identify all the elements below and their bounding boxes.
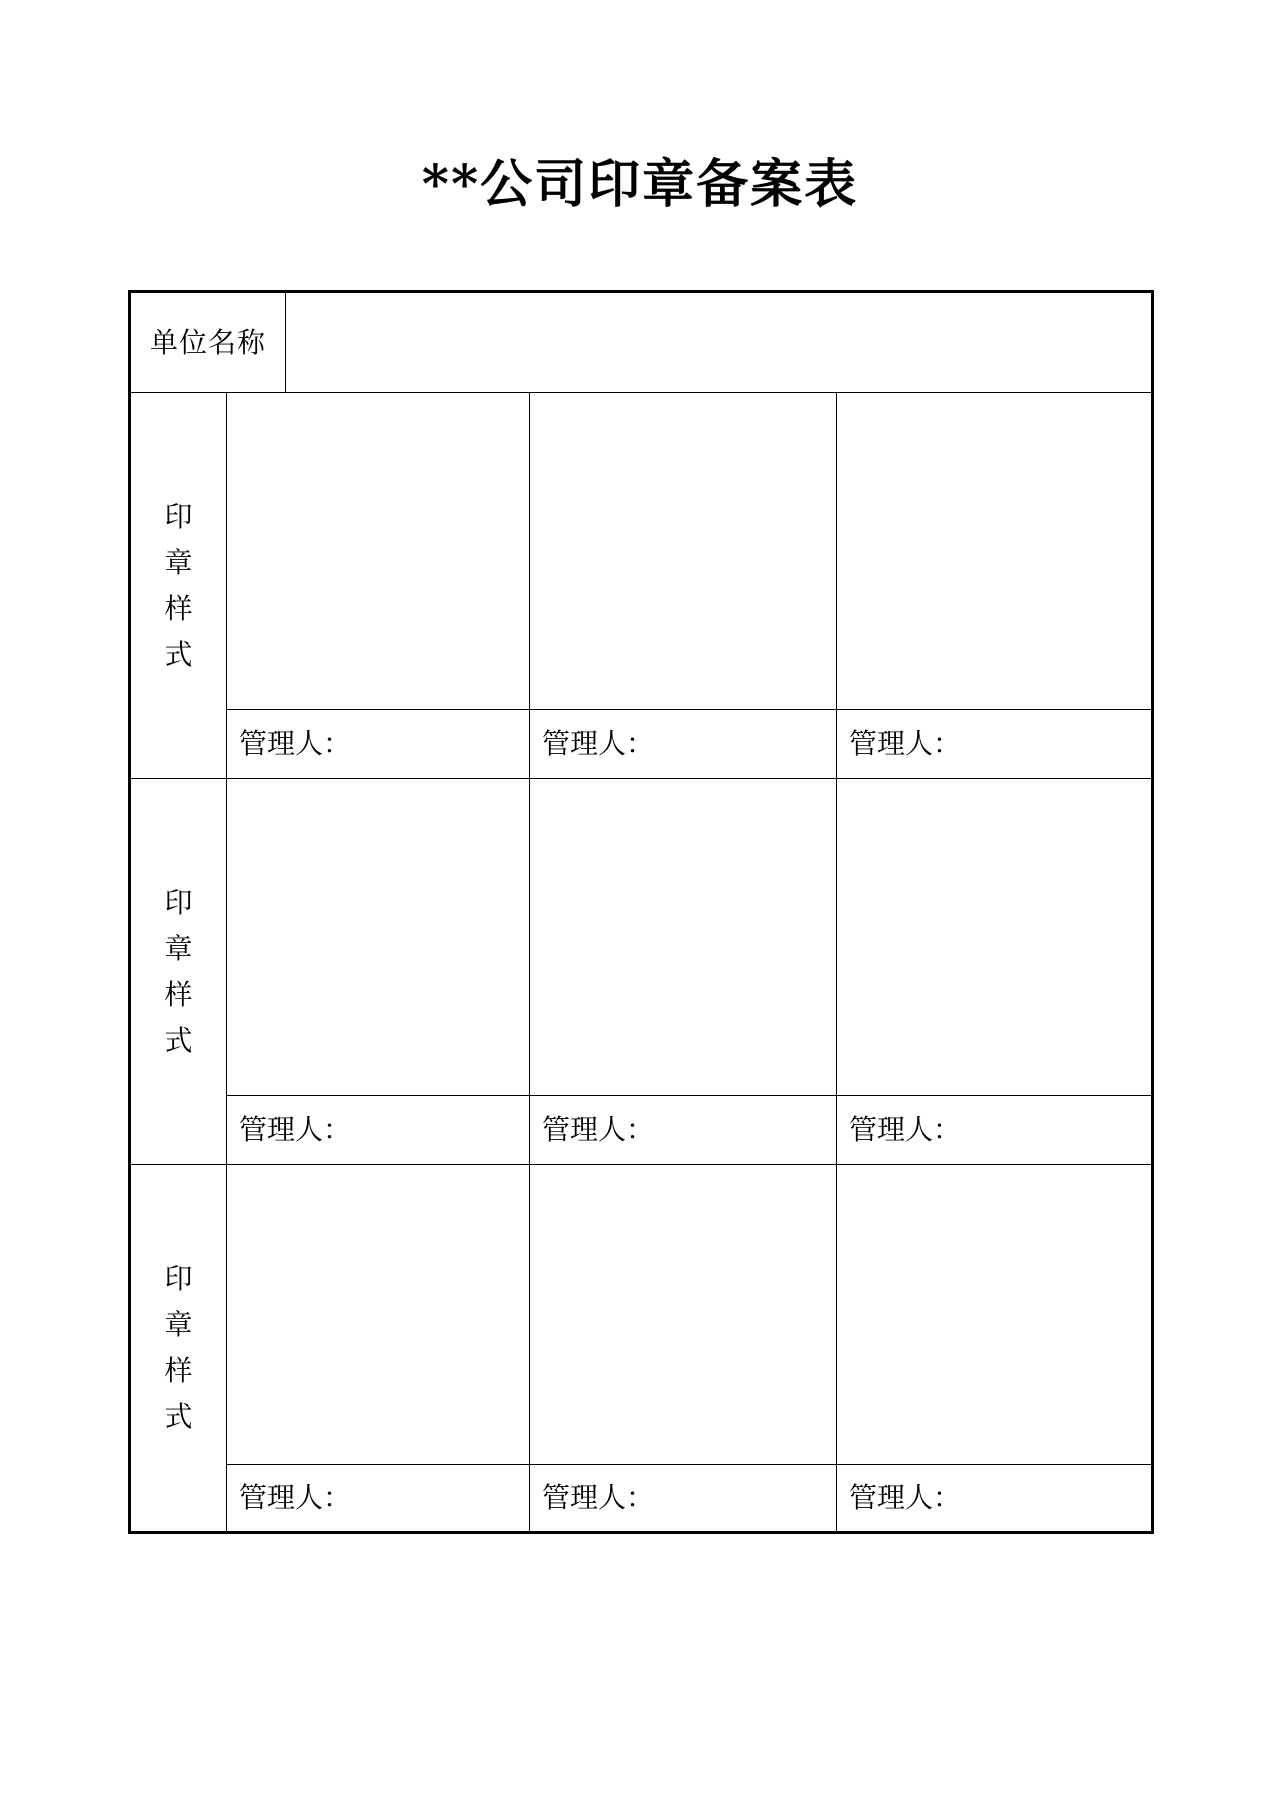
manager-field[interactable]: 管理人： bbox=[849, 727, 962, 760]
seal-style-label-char: 印 bbox=[164, 885, 193, 919]
seal-style-label bbox=[131, 393, 227, 778]
manager-field[interactable]: 管理人： bbox=[849, 1113, 962, 1146]
manager-field[interactable]: 管理人： bbox=[849, 1481, 962, 1514]
unit-name-label: 单位名称 bbox=[131, 293, 286, 392]
seal-style-label bbox=[131, 1165, 227, 1531]
manager-field[interactable]: 管理人： bbox=[227, 1096, 530, 1164]
seal-impression-box[interactable] bbox=[837, 393, 1151, 710]
seal-style-label-char: 式 bbox=[164, 1023, 193, 1057]
manager-field[interactable]: 管理人： bbox=[530, 710, 837, 778]
seal-impression-box[interactable] bbox=[530, 1165, 837, 1465]
seal-group-3 bbox=[131, 1165, 1151, 1531]
seal-impression-box[interactable] bbox=[530, 393, 837, 710]
form-title: **公司印章备案表 bbox=[421, 154, 859, 215]
seal-group-2 bbox=[131, 779, 1151, 1165]
seal-style-label bbox=[131, 779, 227, 1164]
manager-field[interactable]: 管理人： bbox=[227, 710, 530, 778]
seal-style-label-char: 章 bbox=[164, 545, 193, 579]
unit-name-field[interactable] bbox=[286, 293, 1146, 392]
seal-impression-box[interactable] bbox=[837, 1165, 1151, 1465]
seal-style-label-char: 样 bbox=[164, 977, 193, 1011]
seal-impression-box[interactable] bbox=[227, 1165, 530, 1465]
seal-style-label-char: 章 bbox=[164, 1308, 193, 1341]
seal-style-label-char: 式 bbox=[164, 1400, 193, 1433]
manager-field[interactable]: 管理人： bbox=[530, 1096, 837, 1164]
seal-record-form bbox=[128, 290, 1154, 1534]
seal-impression-box[interactable] bbox=[837, 779, 1151, 1096]
manager-field[interactable]: 管理人： bbox=[227, 1465, 530, 1531]
unit-name-row bbox=[131, 293, 1151, 393]
seal-style-label-char: 印 bbox=[164, 499, 193, 533]
seal-style-label-char: 印 bbox=[164, 1262, 193, 1295]
seal-style-label-char: 样 bbox=[164, 1354, 193, 1387]
seal-group-1 bbox=[131, 393, 1151, 779]
seal-impression-box[interactable] bbox=[530, 779, 837, 1096]
manager-field[interactable]: 管理人： bbox=[530, 1465, 837, 1531]
seal-impression-box[interactable] bbox=[227, 393, 530, 710]
seal-style-label-char: 章 bbox=[164, 931, 193, 965]
seal-style-label-char: 式 bbox=[164, 637, 193, 671]
seal-impression-box[interactable] bbox=[227, 779, 530, 1096]
seal-style-label-char: 样 bbox=[164, 591, 193, 625]
